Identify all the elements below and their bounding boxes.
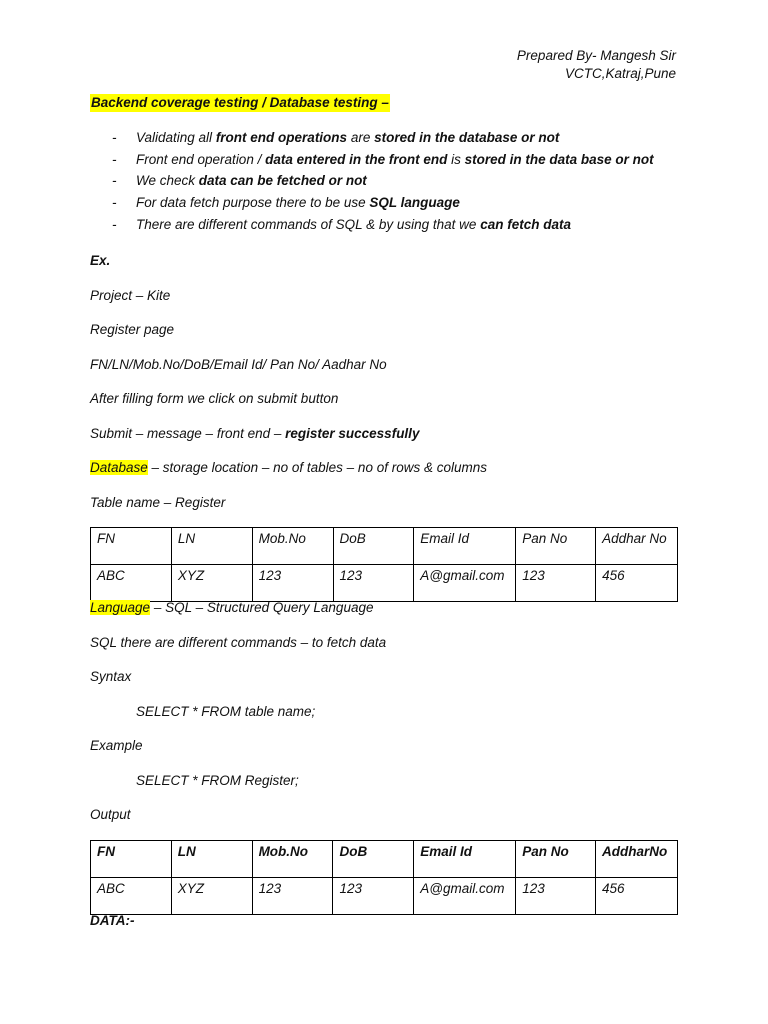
bullet-dash: - bbox=[112, 195, 117, 211]
table-cell: ABC bbox=[91, 565, 172, 602]
table-cell: LN bbox=[171, 528, 252, 565]
bullet-bold-text: SQL language bbox=[369, 195, 460, 211]
table-cell: Email Id bbox=[414, 841, 516, 878]
bullet-text: For data fetch purpose there to be use bbox=[136, 195, 370, 211]
bullet-text: There are different commands of SQL & by using that we bbox=[136, 216, 481, 232]
output-label: Output bbox=[90, 807, 131, 822]
syntax-code: SELECT * FROM table name; bbox=[136, 704, 316, 719]
bullet-text: We check bbox=[136, 173, 199, 189]
project-line: Project – Kite bbox=[90, 288, 171, 303]
bullet-bold-text: stored in the database or not bbox=[374, 130, 560, 145]
submit-text: Submit – message – front end – bbox=[90, 426, 286, 441]
submit-bold: register successfully bbox=[285, 426, 420, 441]
bullet-bold-text: can fetch data bbox=[480, 216, 571, 232]
table-header-row bbox=[91, 841, 678, 878]
language-text: – SQL – Structured Query Language bbox=[150, 600, 374, 615]
output-table bbox=[90, 840, 678, 915]
table-cell: FN bbox=[91, 528, 172, 565]
prepared-by-block bbox=[517, 47, 676, 83]
prepared-by-text: Prepared By- Mangesh Sir bbox=[516, 48, 676, 63]
bullet-text: Validating all bbox=[136, 130, 216, 145]
table-row bbox=[91, 878, 678, 915]
table-cell: Pan No bbox=[516, 841, 596, 878]
submit-line bbox=[90, 425, 419, 443]
register-page-line: Register page bbox=[90, 322, 175, 337]
bullet-item bbox=[112, 216, 654, 238]
table-cell: DoB bbox=[333, 528, 414, 565]
institute-text: VCTC,Katraj,Pune bbox=[564, 66, 676, 81]
bullet-bold-text: stored in the data base or not bbox=[464, 151, 654, 167]
table-cell: 123 bbox=[252, 878, 333, 915]
table-cell: 456 bbox=[596, 565, 678, 602]
bullet-bold-text: data can be fetched or not bbox=[198, 173, 367, 189]
database-line bbox=[90, 459, 487, 477]
table-cell: 123 bbox=[333, 565, 414, 602]
table-cell: 123 bbox=[516, 878, 596, 915]
bullet-item bbox=[112, 172, 654, 194]
bullet-item bbox=[112, 151, 654, 173]
table-cell: Email Id bbox=[414, 528, 516, 565]
bullet-text: Front end operation / bbox=[136, 151, 266, 167]
table-cell: 123 bbox=[252, 565, 333, 602]
table-cell: AddharNo bbox=[595, 841, 677, 878]
bullet-list bbox=[112, 129, 654, 237]
table-cell: Mob.No bbox=[252, 841, 333, 878]
table-cell: A@gmail.com bbox=[414, 565, 516, 602]
sql-commands-line: SQL there are different commands – to fetch data bbox=[90, 635, 387, 650]
bullet-dash: - bbox=[112, 151, 117, 167]
table-cell: XYZ bbox=[171, 878, 252, 915]
bullet-item bbox=[112, 194, 654, 216]
table-name-line: Table name – Register bbox=[90, 495, 226, 510]
table-row bbox=[91, 565, 678, 602]
database-label: Database bbox=[90, 460, 148, 475]
table-cell: LN bbox=[171, 841, 252, 878]
bullet-bold-text: front end operations bbox=[215, 130, 348, 145]
table-cell: 123 bbox=[516, 565, 596, 602]
bullet-text: is bbox=[447, 151, 465, 167]
table-cell: XYZ bbox=[171, 565, 252, 602]
table-cell: ABC bbox=[91, 878, 172, 915]
bullet-item bbox=[112, 129, 654, 151]
ex-label: Ex. bbox=[90, 253, 111, 268]
after-filling-line: After filling form we click on submit button bbox=[90, 391, 339, 406]
bullet-dash: - bbox=[112, 130, 117, 145]
example-code: SELECT * FROM Register; bbox=[136, 773, 299, 788]
bullet-dash: - bbox=[112, 173, 117, 189]
bullet-text: are bbox=[347, 130, 375, 145]
bullet-bold-text: data entered in the front end bbox=[265, 151, 448, 167]
fields-line: FN/LN/Mob.No/DoB/Email Id/ Pan No/ Aadhar No bbox=[90, 357, 387, 372]
table-cell: Addhar No bbox=[596, 528, 678, 565]
table-cell: FN bbox=[91, 841, 172, 878]
database-text: – storage location – no of tables – no of rows & columns bbox=[147, 460, 487, 475]
table-cell: 456 bbox=[595, 878, 677, 915]
syntax-label: Syntax bbox=[90, 669, 132, 684]
table-cell: Pan No bbox=[516, 528, 596, 565]
example-label: Example bbox=[90, 738, 143, 753]
bullet-dash: - bbox=[112, 216, 117, 232]
table-cell: A@gmail.com bbox=[414, 878, 516, 915]
language-line bbox=[90, 599, 373, 617]
language-label: Language bbox=[90, 600, 151, 615]
table-cell: Mob.No bbox=[252, 528, 333, 565]
table-cell: 123 bbox=[333, 878, 414, 915]
section-heading: Backend coverage testing / Database testing – bbox=[91, 95, 389, 110]
data-label: DATA:- bbox=[90, 913, 135, 928]
table-cell: DoB bbox=[333, 841, 414, 878]
register-table bbox=[90, 527, 678, 602]
table-header-row bbox=[91, 528, 678, 565]
